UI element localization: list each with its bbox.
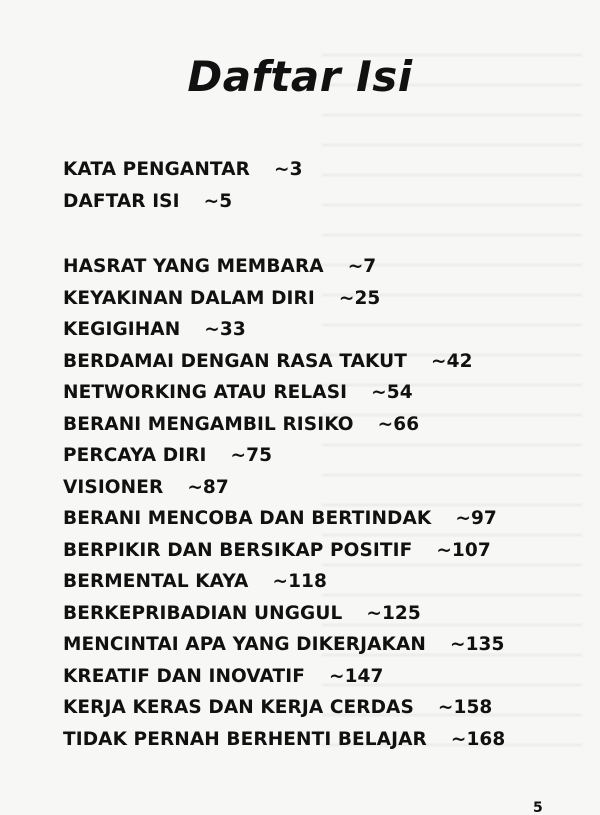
toc-entry-kata-pengantar [63,154,505,186]
toc-entry-page: ~7 [347,256,377,277]
toc-entry-page: ~147 [328,665,384,687]
toc-entry-label: TIDAK PERNAH BERHENTI BELAJAR [63,728,427,750]
toc-entry-page: ~87 [187,476,229,498]
toc-entry-chapter [63,440,505,472]
toc-entry-page: ~118 [272,571,328,592]
toc-entry-page: ~25 [338,287,381,309]
toc-entry-label: BERANI MENCOBA DAN BERTINDAK [63,508,432,529]
toc-entry-chapter [63,724,505,756]
toc-entry-chapter [63,535,505,567]
toc-entry-label: BERMENTAL KAYA [63,571,249,592]
toc-entry-label: NETWORKING ATAU RELASI [63,382,348,403]
toc-entry-chapter [63,598,505,630]
toc-entry-page: ~125 [366,602,421,624]
toc-entry-chapter [63,346,505,378]
toc-entry-page: ~135 [449,634,505,655]
toc-entry-label: PERCAYA DIRI [63,445,207,466]
toc-entry-label: VISIONER [63,476,164,498]
toc-entry-page: ~97 [455,508,497,529]
toc-entry-label: KREATIF DAN INOVATIF [63,665,305,687]
toc-entry-page: ~33 [204,319,246,340]
toc-entry-chapter [63,661,505,693]
toc-entry-daftar-isi [63,186,505,218]
toc-entry-chapter [63,283,505,315]
table-of-contents [63,154,505,755]
toc-entry-page: ~5 [203,190,233,212]
toc-entry-label: KATA PENGANTAR [63,159,250,180]
toc-entry-page: ~54 [371,382,413,403]
toc-entry-page: ~158 [437,697,493,718]
toc-entry-label: KEGIGIHAN [63,319,181,340]
toc-entry-chapter [63,377,505,409]
toc-entry-chapter [63,566,505,598]
toc-entry-chapter [63,692,505,724]
toc-spacer [63,217,505,251]
page-title: Daftar Isi [187,52,413,101]
page-number: 5 [533,800,543,815]
toc-entry-page: ~66 [377,413,420,435]
toc-entry-chapter [63,472,505,504]
toc-entry-chapter [63,314,505,346]
toc-entry-page: ~107 [436,539,491,561]
toc-entry-label: KERJA KERAS DAN KERJA CERDAS [63,697,414,718]
toc-entry-label: BERANI MENGAMBIL RISIKO [63,413,354,435]
toc-entry-label: BERDAMAI DENGAN RASA TAKUT [63,350,408,372]
toc-entry-label: KEYAKINAN DALAM DIRI [63,287,315,309]
toc-entry-label: BERKEPRIBADIAN UNGGUL [63,602,343,624]
toc-entry-chapter [63,503,505,535]
toc-entry-label: BERPIKIR DAN BERSIKAP POSITIF [63,539,413,561]
toc-entry-page: ~168 [450,728,506,750]
toc-entry-page: ~75 [230,445,273,466]
toc-entry-label: DAFTAR ISI [63,190,180,212]
toc-entry-chapter [63,409,505,441]
toc-entry-label: HASRAT YANG MEMBARA [63,256,324,277]
toc-entry-chapter [63,629,505,661]
toc-entry-label: MENCINTAI APA YANG DIKERJAKAN [63,634,426,655]
toc-entry-chapter [63,251,505,283]
toc-entry-page: ~3 [273,159,303,180]
toc-entry-page: ~42 [431,350,473,372]
